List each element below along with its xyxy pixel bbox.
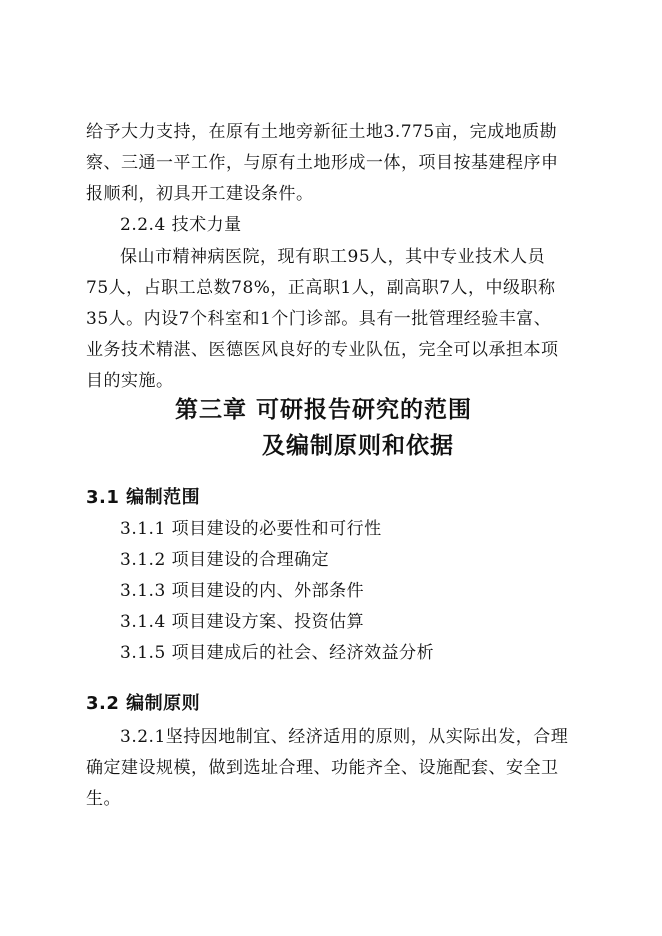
list-item: 3.1.5 项目建成后的社会、经济效益分析: [120, 643, 435, 663]
list-item: 3.1.1 项目建设的必要性和可行性: [120, 519, 382, 539]
subsection-heading: 2.2.4 技术力量: [120, 215, 242, 235]
text-line: 确定建设规模，做到选址合理、功能齐全、设施配套、安全卫: [86, 758, 559, 778]
text-line: 业务技术精湛、医德医风良好的专业队伍，完全可以承担本项: [86, 340, 559, 360]
chapter-title-continued: 及编制原则和依据: [262, 432, 454, 459]
text-line: 给予大力支持，在原有土地旁新征土地3.775亩，完成地质勘: [86, 122, 558, 142]
list-item: 3.1.2 项目建设的合理确定: [120, 550, 330, 570]
text-line: 75人，占职工总数78%，正高职1人，副高职7人，中级职称: [86, 278, 556, 298]
text-line: 保山市精神病医院，现有职工95人，其中专业技术人员: [120, 247, 546, 267]
section-heading: 3.1 编制范围: [86, 487, 201, 508]
text-line: 目的实施。: [86, 371, 174, 391]
section-heading: 3.2 编制原则: [86, 693, 201, 714]
text-line: 生。: [86, 789, 121, 809]
list-item: 3.1.4 项目建设方案、投资估算: [120, 612, 365, 632]
text-line: 35人。内设7个科室和1个门诊部。具有一批管理经验丰富、: [86, 309, 552, 329]
list-item: 3.1.3 项目建设的内、外部条件: [120, 581, 365, 601]
chapter-title: 第三章 可研报告研究的范围: [175, 396, 473, 423]
text-line: 报顺利，初具开工建设条件。: [86, 184, 314, 204]
text-line: 3.2.1坚持因地制宜、经济适用的原则，从实际出发，合理: [120, 727, 569, 747]
text-line: 察、三通一平工作，与原有土地形成一体，项目按基建程序申: [86, 153, 559, 173]
